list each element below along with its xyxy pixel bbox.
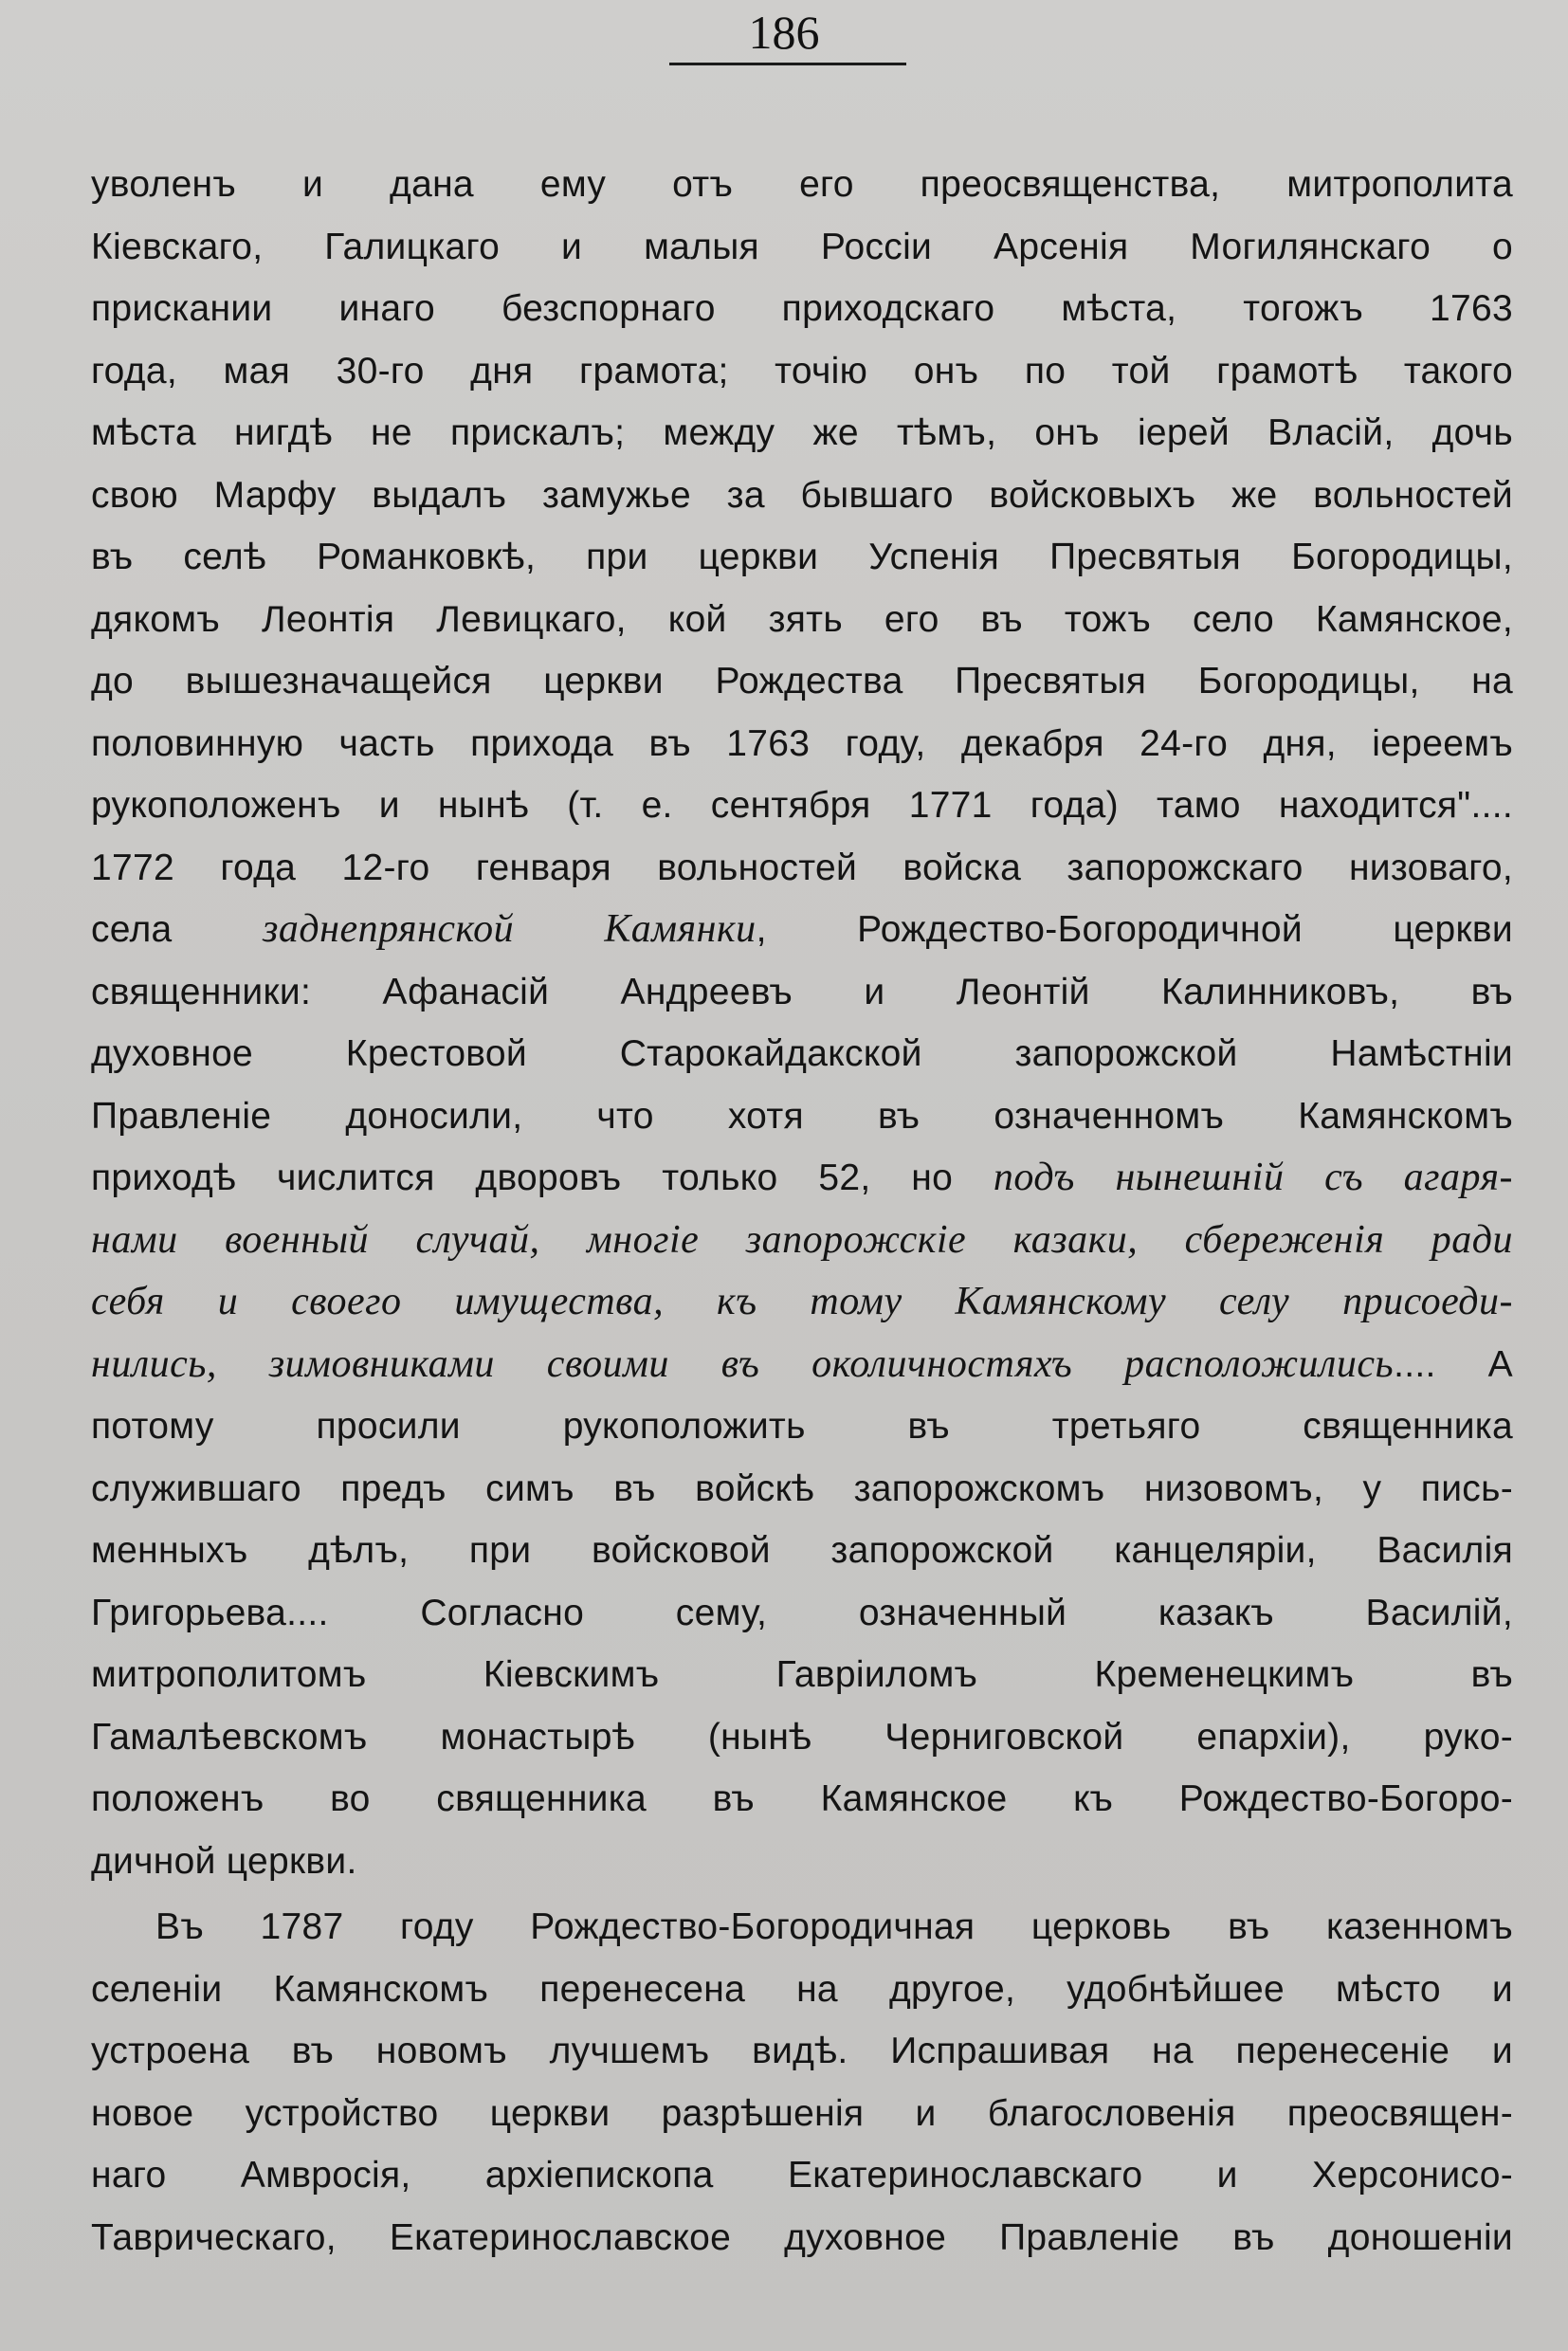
text-segment: служившаго предъ симъ въ войскѣ запорожскомъ низовомъ, у пись-: [91, 1467, 1513, 1509]
text-segment: Кіевскаго, Галицкаго и малыя Россіи Арсенія Могилянскаго о: [91, 226, 1513, 267]
text-segment: положенъ во священника въ Камянское къ Рождество-Богоро-: [91, 1778, 1513, 1819]
text-segment: менныхъ дѣлъ, при войсковой запорожской канцеляріи, Василія: [91, 1530, 1513, 1571]
text-line: [91, 154, 1513, 216]
text-segment: прискании инаго безспорнаго приходскаго мѣста, тогожъ 1763: [91, 288, 1513, 329]
text-segment: уволенъ и дана ему отъ его преосвященства, митрополита: [91, 164, 1513, 205]
text-segment: селеніи Камянскомъ перенесена на другое, удобнѣйшее мѣсто и: [91, 1968, 1513, 2010]
text-segment: рукоположенъ и нынѣ (т. е. сентября 1771 года) тамо находится"....: [91, 785, 1513, 826]
text-segment: наго Амвросія, архіепископа Екатеринославскаго и Херсонисо-: [91, 2155, 1513, 2196]
text-segment: года, мая 30-го дня грамота; точію онъ по той грамотѣ такого: [91, 350, 1513, 392]
text-segment: Въ 1787 году Рождество-Богородичная церковь въ казенномъ: [155, 1906, 1513, 1947]
text-segment: новое устройство церкви разрѣшенія и благословенія преосвящен-: [91, 2092, 1513, 2134]
text-line: [91, 2207, 1513, 2269]
text-line: [91, 1271, 1513, 1334]
italic-text: нились, зимовниками своими въ околичностяхъ расположились: [91, 1341, 1395, 1386]
text-segment: потому просили рукоположить въ третьяго священника: [91, 1406, 1513, 1447]
body-text: [91, 154, 1513, 2269]
text-line: [91, 1831, 1513, 1893]
text-segment: мѣста нигдѣ не прискалъ; между же тѣмъ, онъ іерей Власій, дочь: [91, 412, 1513, 453]
text-segment: Григорьева.... Согласно сему, означенный казакъ Василій,: [91, 1592, 1513, 1633]
italic-text: нами военный случай, многіе запорожскіе казаки, сбереженія ради: [91, 1217, 1513, 1262]
text-line: [91, 713, 1513, 775]
text-line: [91, 1768, 1513, 1831]
text-segment: дичной церкви.: [91, 1840, 357, 1882]
text-line: [91, 2083, 1513, 2145]
text-line: [91, 1210, 1513, 1272]
text-line: [91, 899, 1513, 961]
text-segment: свою Марфу выдалъ замужье за бывшаго войсковыхъ же вольностей: [91, 474, 1513, 516]
italic-text: себя и своего имущества, къ тому Камянскому селу присоеди-: [91, 1280, 1513, 1323]
text-segment: .... А: [1394, 1343, 1513, 1385]
text-line: [91, 340, 1513, 403]
italic-text: заднепрянской Камянки: [262, 907, 757, 951]
text-line: [91, 775, 1513, 837]
text-line: [91, 1896, 1513, 1959]
text-line: [91, 465, 1513, 527]
text-line: [91, 1147, 1513, 1210]
text-line: [91, 1023, 1513, 1085]
page-number: 186: [748, 6, 820, 59]
text-segment: , Рождество-Богородичной церкви: [756, 909, 1513, 950]
text-segment: Правленіе доносили, что хотя въ означенномъ Камянскомъ: [91, 1095, 1513, 1137]
text-line: [91, 216, 1513, 279]
text-line: [91, 2144, 1513, 2207]
text-segment: духовное Крестовой Старокайдакской запорожской Намѣстніи: [91, 1033, 1513, 1074]
text-line: [91, 1582, 1513, 1645]
text-line: [91, 2020, 1513, 2083]
text-line: [91, 1959, 1513, 2021]
text-segment: въ селѣ Романковкѣ, при церкви Успенія Пресвятыя Богородицы,: [91, 537, 1513, 577]
text-line: [91, 589, 1513, 651]
text-line: [91, 1520, 1513, 1582]
text-line: [91, 961, 1513, 1024]
italic-text: подъ нынешній съ агаря-: [993, 1156, 1513, 1199]
text-segment: до вышезначащейся церкви Рождества Пресвятыя Богородицы, на: [91, 661, 1513, 702]
text-line: [91, 1706, 1513, 1769]
text-segment: 1772 года 12-го генваря вольностей войска запорожскаго низоваго,: [91, 847, 1513, 888]
text-segment: приходѣ числится дворовъ только 52, но: [91, 1157, 994, 1198]
text-segment: устроена въ новомъ лучшемъ видѣ. Испрашивая на перенесеніе и: [91, 2031, 1513, 2071]
text-line: [91, 1085, 1513, 1148]
text-line: [91, 650, 1513, 713]
text-line: [91, 1644, 1513, 1706]
page-number-rule: [669, 63, 906, 65]
text-segment: Таврическаго, Екатеринославское духовное Правленіе въ доношеніи: [91, 2216, 1513, 2258]
text-line: [91, 1458, 1513, 1521]
text-segment: половинную часть прихода въ 1763 году, декабря 24-го дня, іереемъ: [91, 722, 1513, 764]
text-line: [91, 402, 1513, 465]
text-line: [91, 526, 1513, 589]
text-line: [91, 1334, 1513, 1396]
text-line: [91, 1395, 1513, 1458]
text-segment: села: [91, 909, 263, 950]
text-segment: дякомъ Леонтія Левицкаго, кой зять его въ тожъ село Камянское,: [91, 598, 1513, 640]
text-line: [91, 837, 1513, 900]
text-line: [91, 278, 1513, 340]
text-segment: Гамалѣевскомъ монастырѣ (нынѣ Черниговской епархіи), руко-: [91, 1716, 1513, 1758]
text-segment: митрополитомъ Кіевскимъ Гавріиломъ Кременецкимъ въ: [91, 1654, 1513, 1695]
text-segment: священники: Афанасій Андреевъ и Леонтій Калинниковъ, въ: [91, 971, 1513, 1012]
